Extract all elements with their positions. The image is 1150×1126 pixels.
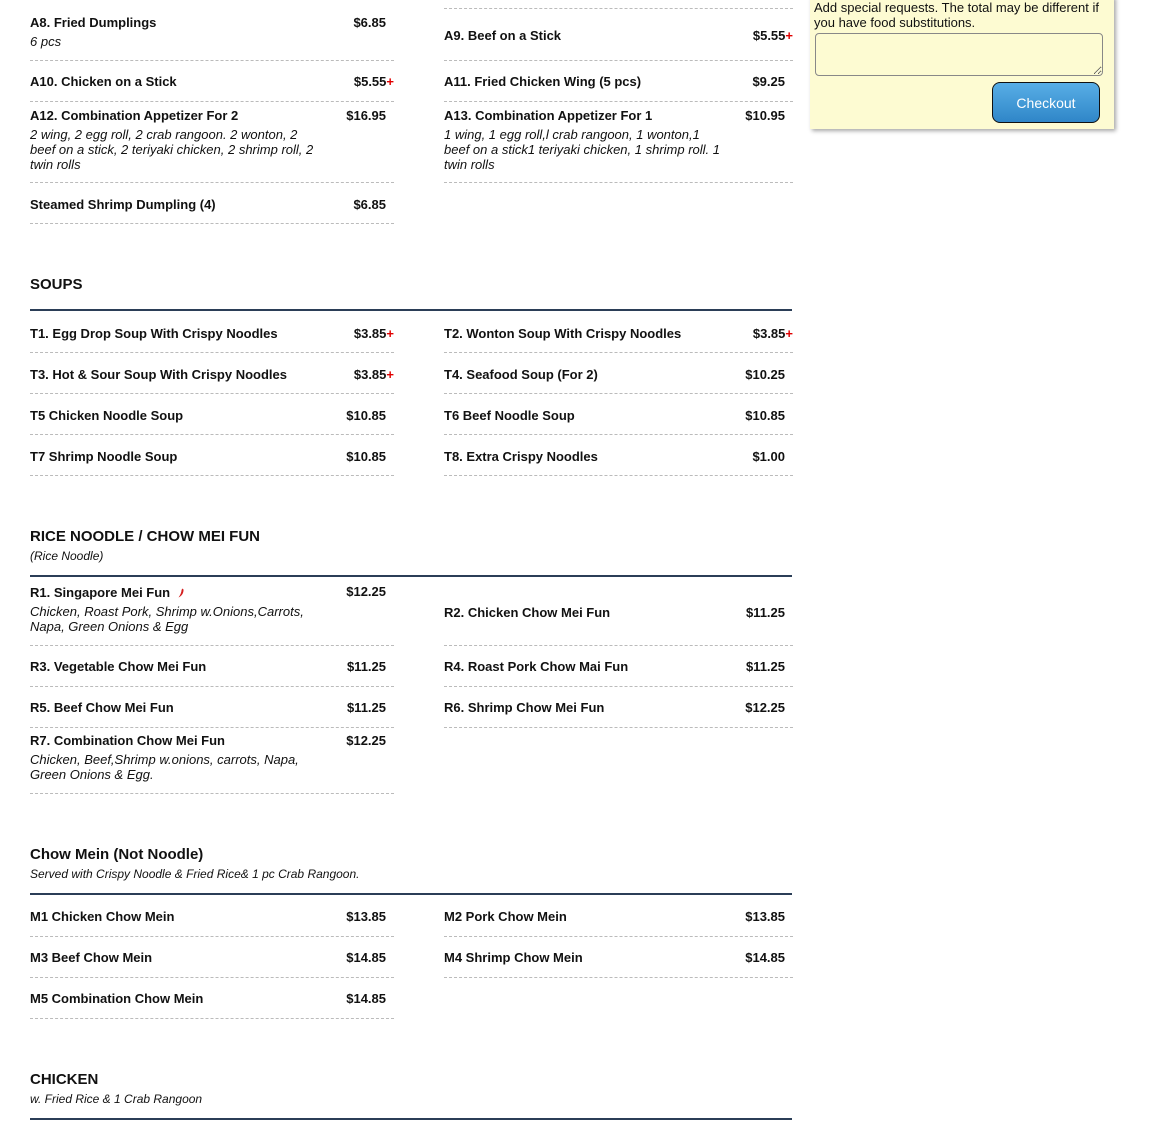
item-name: R1. Singapore Mei Fun — [30, 585, 184, 600]
menu-item-m5[interactable] — [30, 978, 394, 1019]
item-price: $12.25 — [346, 584, 386, 599]
item-name: M5 Combination Chow Mein — [30, 991, 204, 1006]
item-description: 6 pcs — [30, 34, 62, 49]
order-panel — [810, 0, 1114, 129]
item-price: $11.25 — [346, 700, 386, 715]
item-name: R3. Vegetable Chow Mei Fun — [30, 659, 207, 674]
menu-item-t4[interactable] — [444, 353, 793, 394]
item-price: $13.85 — [745, 909, 785, 924]
menu-item-t6[interactable] — [444, 394, 793, 435]
item-price: $5.55+ — [353, 74, 394, 89]
item-description: 2 wing, 2 egg roll, 2 crab rangoon. 2 wonton, 2 beef on a stick, 2 teriyaki chicken, 2 shrimp roll, 2 twin rolls — [30, 127, 314, 172]
item-name: R2. Chicken Chow Mei Fun — [444, 605, 611, 620]
item-price: $6.85 — [353, 197, 386, 212]
options-plus: + — [386, 367, 394, 382]
item-price: $14.85 — [346, 950, 386, 965]
menu-item-m2[interactable] — [444, 896, 793, 937]
menu-item-a13[interactable] — [444, 102, 793, 183]
menu-item-r5[interactable] — [30, 687, 394, 728]
item-name: A12. Combination Appetizer For 2 — [30, 108, 239, 123]
item-price: $12.25 — [346, 733, 386, 748]
item-price: $9.25 — [752, 74, 785, 89]
section-subtitle: Served with Crispy Noodle & Fried Rice& 1 pc Crab Rangoon. — [30, 867, 360, 881]
section-divider — [30, 575, 792, 577]
item-price: $3.85+ — [353, 326, 394, 341]
section-title-rice-noodle: RICE NOODLE / CHOW MEI FUN — [30, 528, 260, 545]
menu-item[interactable] — [444, 0, 793, 9]
menu-item-t8[interactable] — [444, 435, 793, 476]
item-name: R7. Combination Chow Mei Fun — [30, 733, 225, 748]
chili-pepper-icon — [178, 588, 184, 598]
menu-item-a10[interactable] — [30, 61, 394, 102]
item-name: T6 Beef Noodle Soup — [444, 408, 575, 423]
item-price: $6.85 — [353, 15, 386, 30]
options-plus: + — [785, 28, 793, 43]
item-price: $5.55+ — [752, 28, 793, 43]
item-name: T8. Extra Crispy Noodles — [444, 449, 598, 464]
menu-item-r2[interactable] — [444, 578, 793, 646]
menu-item-r6[interactable] — [444, 687, 793, 728]
menu-item-r4[interactable] — [444, 646, 793, 687]
options-plus: + — [386, 326, 394, 341]
item-price: $14.85 — [745, 950, 785, 965]
section-title-soups: SOUPS — [30, 276, 83, 293]
item-price: $3.85+ — [752, 326, 793, 341]
menu-item-t2[interactable] — [444, 312, 793, 353]
section-divider — [30, 893, 792, 895]
item-price: $10.85 — [346, 408, 386, 423]
item-name: M3 Beef Chow Mein — [30, 950, 153, 965]
checkout-button[interactable]: Checkout — [992, 82, 1100, 123]
item-price: $10.85 — [745, 408, 785, 423]
menu-item-t7[interactable] — [30, 435, 394, 476]
menu-item-r7[interactable] — [30, 728, 394, 794]
item-description: 1 wing, 1 egg roll,l crab rangoon, 1 wonton,1 beef on a stick1 teriyaki chicken, 1 shrimp roll. 1 twin rolls — [444, 127, 721, 172]
item-price: $10.25 — [745, 367, 785, 382]
item-name: A9. Beef on a Stick — [444, 28, 562, 43]
menu-item-m4[interactable] — [444, 937, 793, 978]
section-divider — [30, 1118, 792, 1120]
item-price: $11.25 — [745, 605, 785, 620]
item-name: R6. Shrimp Chow Mei Fun — [444, 700, 605, 715]
menu-item-m3[interactable] — [30, 937, 394, 978]
item-price: $11.25 — [745, 659, 785, 674]
item-name: T4. Seafood Soup (For 2) — [444, 367, 598, 382]
item-name: T3. Hot & Sour Soup With Crispy Noodles — [30, 367, 287, 382]
item-name: Steamed Shrimp Dumpling (4) — [30, 197, 216, 212]
item-price: $14.85 — [346, 991, 386, 1006]
section-subtitle: (Rice Noodle) — [30, 549, 104, 563]
item-name: A13. Combination Appetizer For 1 — [444, 108, 653, 123]
item-name: T7 Shrimp Noodle Soup — [30, 449, 178, 464]
item-name: T1. Egg Drop Soup With Crispy Noodles — [30, 326, 278, 341]
item-name: T2. Wonton Soup With Crispy Noodles — [444, 326, 682, 341]
menu-item-t5[interactable] — [30, 394, 394, 435]
section-title-chicken: CHICKEN — [30, 1071, 99, 1088]
menu-item-t3[interactable] — [30, 353, 394, 394]
menu-item-a8[interactable] — [30, 0, 394, 61]
item-price: $12.25 — [745, 700, 785, 715]
item-name: R4. Roast Pork Chow Mai Fun — [444, 659, 629, 674]
item-name: A10. Chicken on a Stick — [30, 74, 177, 89]
item-price: $16.95 — [346, 108, 386, 123]
item-name: M4 Shrimp Chow Mein — [444, 950, 583, 965]
item-description: Chicken, Roast Pork, Shrimp w.Onions,Carrots, Napa, Green Onions & Egg — [30, 604, 304, 634]
item-name: M2 Pork Chow Mein — [444, 909, 567, 924]
item-price: $11.25 — [346, 659, 386, 674]
special-requests-label: Add special requests. The total may be different if you have food substitutions. — [814, 0, 1099, 30]
menu-item-r1[interactable] — [30, 578, 394, 646]
item-price: $10.85 — [346, 449, 386, 464]
item-name: T5 Chicken Noodle Soup — [30, 408, 184, 423]
item-name: A8. Fried Dumplings — [30, 15, 157, 30]
section-subtitle: w. Fried Rice & 1 Crab Rangoon — [30, 1092, 203, 1106]
item-name: A11. Fried Chicken Wing (5 pcs) — [444, 74, 642, 89]
item-price: $10.95 — [745, 108, 785, 123]
item-price: $3.85+ — [353, 367, 394, 382]
special-requests-input[interactable] — [815, 33, 1103, 76]
options-plus: + — [386, 74, 394, 89]
section-title-chow-mein: Chow Mein (Not Noodle) — [30, 846, 204, 863]
menu-item-steamed-shrimp-dumpling[interactable] — [30, 183, 394, 224]
options-plus: + — [785, 326, 793, 341]
menu-item-m1[interactable] — [30, 896, 394, 937]
menu-item-t1[interactable] — [30, 312, 394, 353]
item-description: Chicken, Beef,Shrimp w.onions, carrots, Napa, Green Onions & Egg. — [30, 752, 299, 782]
item-price: $13.85 — [346, 909, 386, 924]
menu-item-a12[interactable] — [30, 102, 394, 183]
item-name: M1 Chicken Chow Mein — [30, 909, 175, 924]
section-divider — [30, 309, 792, 311]
menu-item-a11[interactable] — [444, 61, 793, 102]
item-price: $1.00 — [752, 449, 785, 464]
menu-item-r3[interactable] — [30, 646, 394, 687]
menu-item-a9[interactable] — [444, 9, 793, 61]
item-name: R5. Beef Chow Mei Fun — [30, 700, 174, 715]
